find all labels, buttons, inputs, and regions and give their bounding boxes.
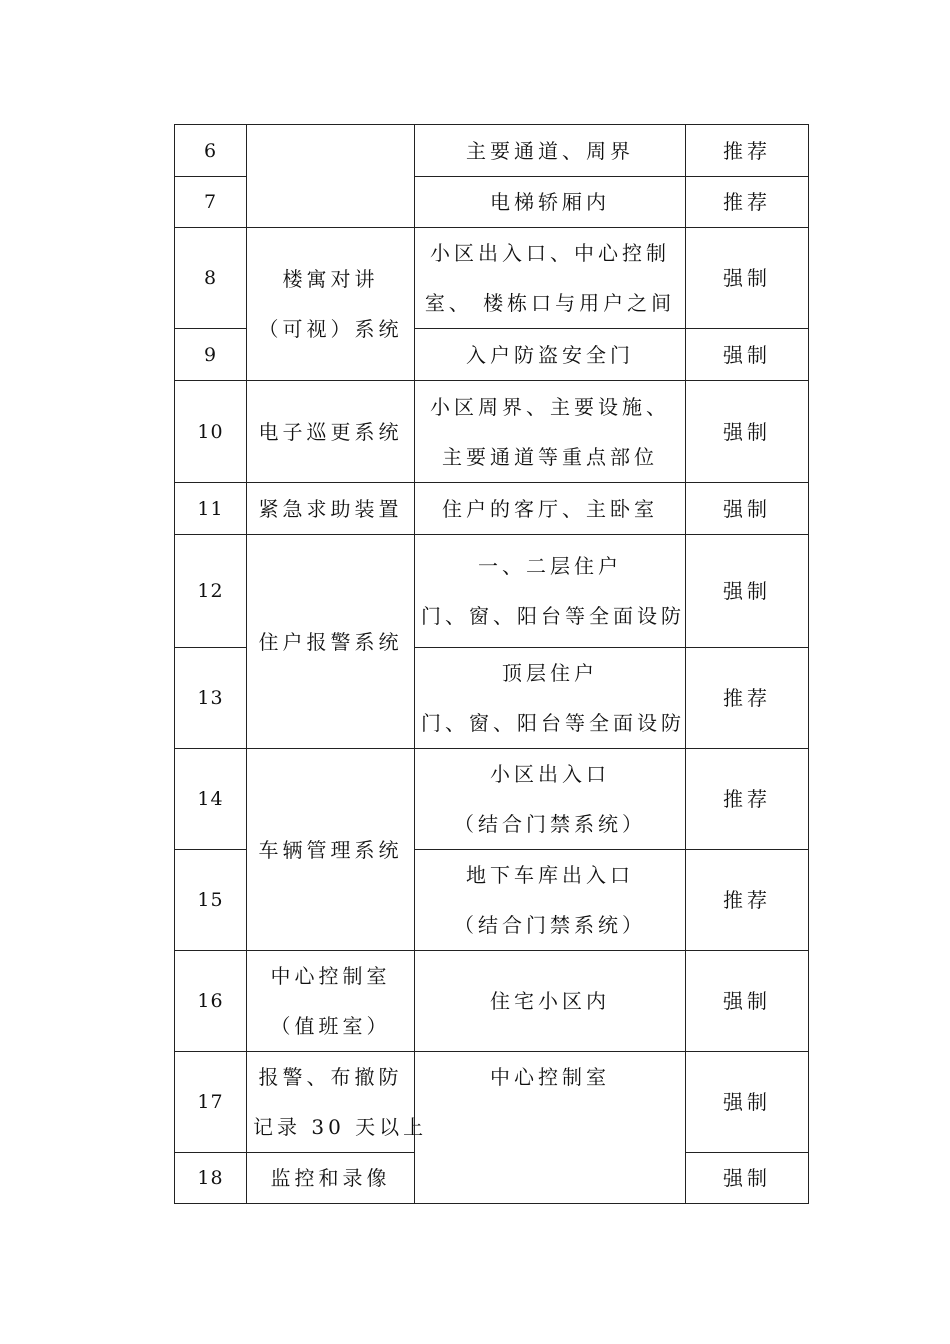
system-name-line-2: 记录 30 天以上 [253,1115,428,1139]
requirement-level: 强制 [686,1052,809,1153]
table-row [175,381,809,483]
location-cell [415,1052,686,1204]
location-cell [415,749,686,850]
requirement-level: 强制 [686,951,809,1052]
table-row [175,749,809,850]
requirement-level: 强制 [686,535,809,648]
requirement-level: 推荐 [686,648,809,749]
location-line-1: 地下车库出入口 [466,863,634,887]
location-line-1: 小区出入口、中心控制 [430,241,670,265]
row-number: 7 [175,177,247,228]
location-cell: 住宅小区内 [415,951,686,1052]
row-number: 18 [175,1153,247,1204]
location-cell: 住户的客厅、主卧室 [415,483,686,535]
location-line-1: 中心控制室 [490,1065,610,1089]
location-line-1: 一、二层住户 [478,554,622,578]
table-row [175,951,809,1052]
location-line-2: 门、窗、阳台等全面设防 [421,711,685,735]
location-cell [415,648,686,749]
system-cell-alarm: 住户报警系统 [247,535,415,749]
location-line-2: 室、 楼栋口与用户之间 [424,291,676,315]
requirement-level: 推荐 [686,749,809,850]
location-line-1: 顶层住户 [502,661,598,685]
system-cell-control-room [247,951,415,1052]
row-number: 16 [175,951,247,1052]
requirement-level: 推荐 [686,850,809,951]
table-row [175,125,809,177]
security-requirements-table [174,124,809,1204]
system-name-line-2: （值班室） [270,1014,391,1038]
row-number: 6 [175,125,247,177]
requirement-level: 强制 [686,1153,809,1204]
system-name-line-1: 中心控制室 [270,964,391,988]
requirement-level: 强制 [686,483,809,535]
system-name-line-1: 楼寓对讲 [282,267,379,291]
table-row [175,535,809,648]
location-line-2: （结合门禁系统） [454,913,646,937]
requirement-level: 强制 [686,381,809,483]
table-row [175,228,809,329]
system-cell-monitor: 监控和录像 [247,1153,415,1204]
row-number: 12 [175,535,247,648]
location-line-1: 小区出入口 [490,762,610,786]
location-cell: 电梯轿厢内 [415,177,686,228]
location-cell [415,850,686,951]
location-cell: 主要通道、周界 [415,125,686,177]
system-cell-emergency: 紧急求助装置 [247,483,415,535]
requirement-level: 强制 [686,228,809,329]
system-name-line-2: （可视）系统 [258,317,403,341]
row-number: 14 [175,749,247,850]
location-cell [415,228,686,329]
location-line-1: 小区周界、主要设施、 [430,394,670,419]
system-cell-patrol: 电子巡更系统 [247,381,415,483]
system-cell-record [247,1052,428,1153]
system-name-line-1: 报警、布撤防 [258,1065,403,1089]
row-number: 17 [175,1052,247,1153]
location-line-2: 主要通道等重点部位 [442,444,658,469]
row-number: 13 [175,648,247,749]
table-row [175,1052,809,1153]
row-number: 11 [175,483,247,535]
location-line-2: 门、窗、阳台等全面设防 [421,604,685,628]
row-number: 9 [175,329,247,381]
requirement-level: 推荐 [686,125,809,177]
row-number: 10 [175,381,247,483]
location-line-2: （结合门禁系统） [454,812,646,836]
table-row [175,483,809,535]
row-number: 8 [175,228,247,329]
requirement-level: 强制 [686,329,809,381]
location-cell [415,381,686,483]
location-cell: 入户防盗安全门 [415,329,686,381]
requirement-level: 推荐 [686,177,809,228]
system-cell-empty [247,125,415,228]
location-cell [415,535,686,648]
row-number: 15 [175,850,247,951]
system-cell-vehicle: 车辆管理系统 [247,749,415,951]
system-cell-intercom [247,228,415,381]
